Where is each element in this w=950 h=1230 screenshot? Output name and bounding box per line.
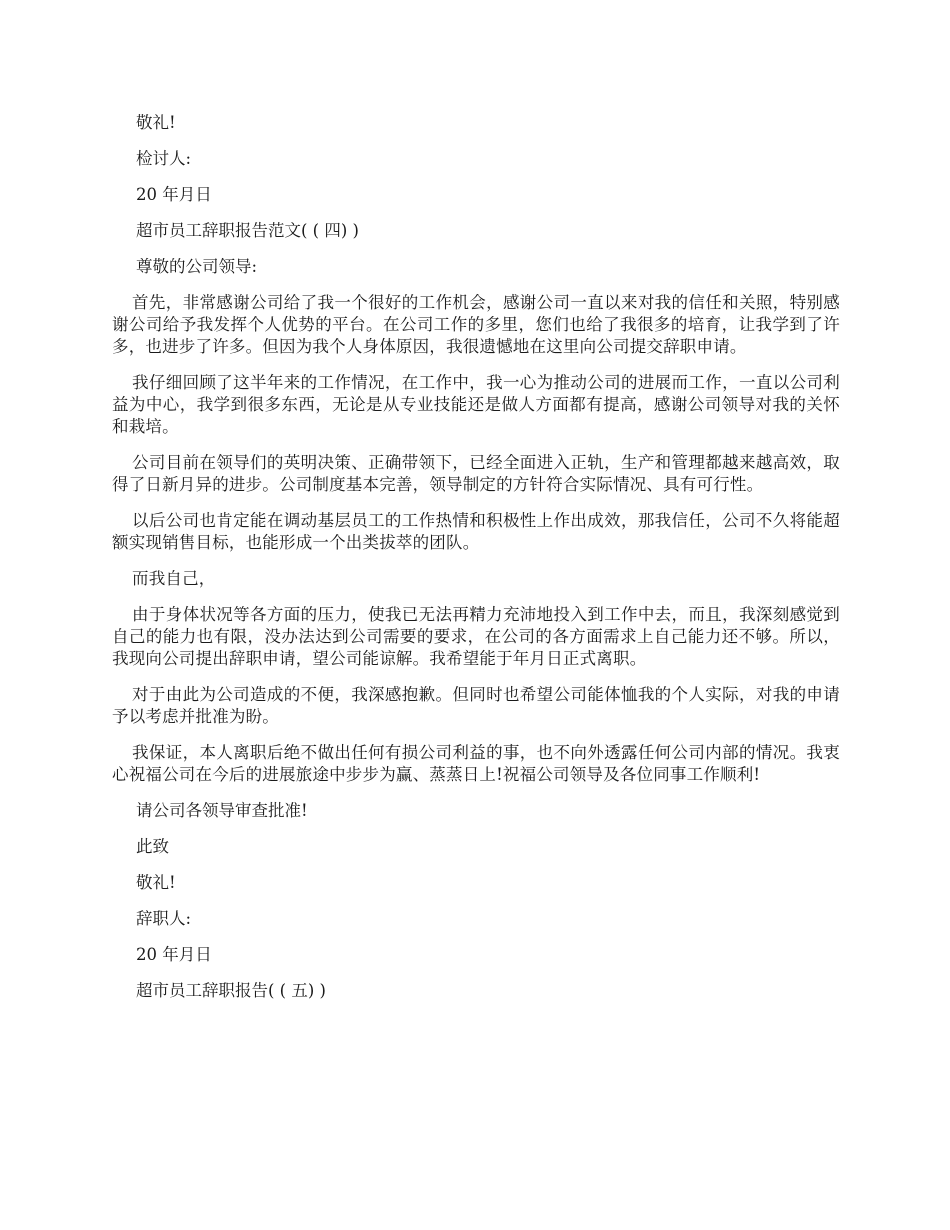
approval-request: 请公司各领导审查批准! bbox=[136, 801, 308, 820]
closing-date-line: 20 年月日 bbox=[136, 945, 212, 964]
body-paragraph-3: 公司目前在领导们的英明决策、正确带领下，已经全面进入正轨，生产和管理都越来越高效，取得了日新月异的进步。公司制度基本完善，领导制定的方针符合实际情况、具有可行性。 bbox=[112, 453, 840, 494]
salutation: 尊敬的公司领导: bbox=[136, 257, 258, 276]
closing-cizhi: 此致 bbox=[136, 837, 169, 856]
closing-salute: 敬礼! bbox=[136, 113, 176, 132]
resignee-label: 辞职人: bbox=[136, 909, 192, 928]
body-paragraph-1: 首先，非常感谢公司给了我一个很好的工作机会，感谢公司一直以来对我的信任和关照，特别感谢公司给予我发挥个人优势的平台。在公司工作的多里，您们也给了我很多的培育，让我学到了许多，也进步了许多。但因为我个人身体原因，我很遗憾地在这里向公司提交辞职申请。 bbox=[112, 293, 840, 356]
body-paragraph-2: 我仔细回顾了这半年来的工作情况，在工作中，我一心为推动公司的进展而工作，一直以公司利益为中心，我学到很多东西，无论是从专业技能还是做人方面都有提高，感谢公司领导对我的关怀和栽培。 bbox=[112, 373, 840, 436]
body-paragraph-4: 以后公司也肯定能在调动基层员工的工作热情和积极性上作出成效，那我信任，公司不久将能超额实现销售目标，也能形成一个出类拔萃的团队。 bbox=[112, 511, 840, 552]
body-paragraph-5: 而我自己， bbox=[132, 569, 216, 588]
document-page bbox=[112, 112, 840, 1016]
date-line: 20 年月日 bbox=[136, 185, 212, 204]
section-heading-5: 超市员工辞职报告( ( 五) ) bbox=[136, 981, 326, 1000]
body-paragraph-6: 由于身体状况等各方面的压力，使我已无法再精力充沛地投入到工作中去，而且，我深刻感觉到自己的能力也有限，没办法达到公司需要的要求，在公司的各方面需求上自己能力还不够。所以，我现向公司提出辞职申请，望公司能谅解。我希望能于年月日正式离职。 bbox=[112, 605, 840, 668]
body-paragraph-7: 对于由此为公司造成的不便，我深感抱歉。但同时也希望公司能体恤我的个人实际，对我的申请予以考虑并批准为盼。 bbox=[112, 685, 840, 726]
signer-label: 检讨人: bbox=[136, 149, 192, 168]
section-heading-4: 超市员工辞职报告范文( ( 四) ) bbox=[136, 221, 359, 240]
body-paragraph-8: 我保证，本人离职后绝不做出任何有损公司利益的事，也不向外透露任何公司内部的情况。我衷心祝福公司在今后的进展旅途中步步为赢、蒸蒸日上!祝福公司领导及各位同事工作顺利! bbox=[112, 743, 840, 784]
closing-jingli: 敬礼! bbox=[136, 873, 176, 892]
